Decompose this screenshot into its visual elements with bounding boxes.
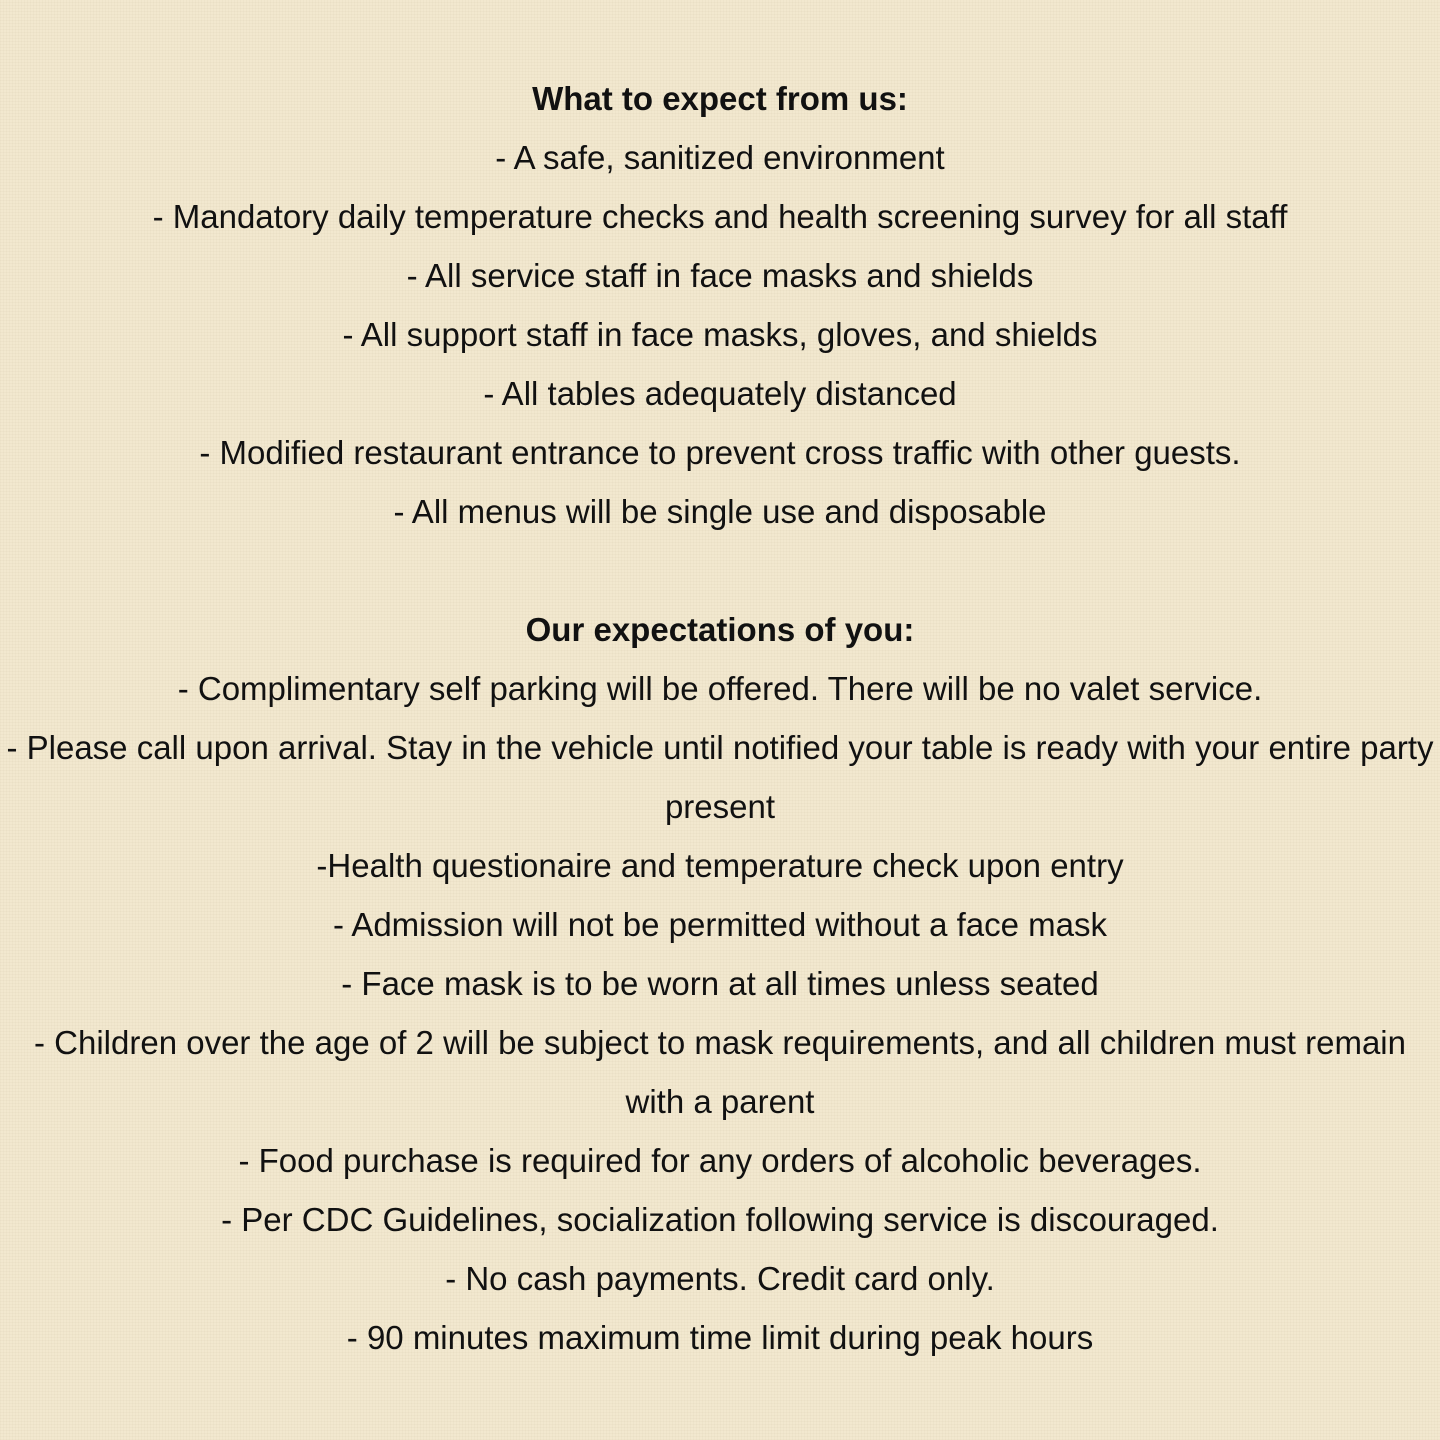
list-item: -Health questionaire and temperature check upon entry bbox=[316, 847, 1124, 884]
list-item: - All tables adequately distanced bbox=[483, 375, 957, 412]
section-our-commitments bbox=[0, 69, 1440, 541]
list-item: - Admission will not be permitted without a face mask bbox=[332, 906, 1107, 943]
list-item: - Face mask is to be worn at all times unless seated bbox=[341, 965, 1099, 1002]
list-item: - A safe, sanitized environment bbox=[495, 139, 945, 176]
list-item: - Complimentary self parking will be offered. There will be no valet service. bbox=[177, 670, 1263, 707]
list-item: - All menus will be single use and disposable bbox=[393, 493, 1047, 530]
list-item: - 90 minutes maximum time limit during peak hours bbox=[346, 1319, 1094, 1356]
section-heading: What to expect from us: bbox=[532, 80, 908, 117]
list-item: - Per CDC Guidelines, socialization following service is discouraged. bbox=[221, 1201, 1219, 1238]
list-item: - Please call upon arrival. Stay in the vehicle until notified your table is ready with your entire party present bbox=[6, 729, 1434, 825]
list-item: - All support staff in face masks, gloves, and shields bbox=[342, 316, 1098, 353]
list-item: - Modified restaurant entrance to prevent cross traffic with other guests. bbox=[199, 434, 1241, 471]
list-item: - All service staff in face masks and shields bbox=[406, 257, 1034, 294]
list-item: - Food purchase is required for any orders of alcoholic beverages. bbox=[238, 1142, 1202, 1179]
section-heading: Our expectations of you: bbox=[525, 611, 915, 648]
list-item: - No cash payments. Credit card only. bbox=[445, 1260, 995, 1297]
list-item: - Mandatory daily temperature checks and health screening survey for all staff bbox=[152, 198, 1288, 235]
notice-document bbox=[0, 69, 1440, 1367]
section-guest-expectations bbox=[0, 600, 1440, 1367]
list-item: - Children over the age of 2 will be subject to mask requirements, and all children must remain with a parent bbox=[34, 1024, 1406, 1120]
